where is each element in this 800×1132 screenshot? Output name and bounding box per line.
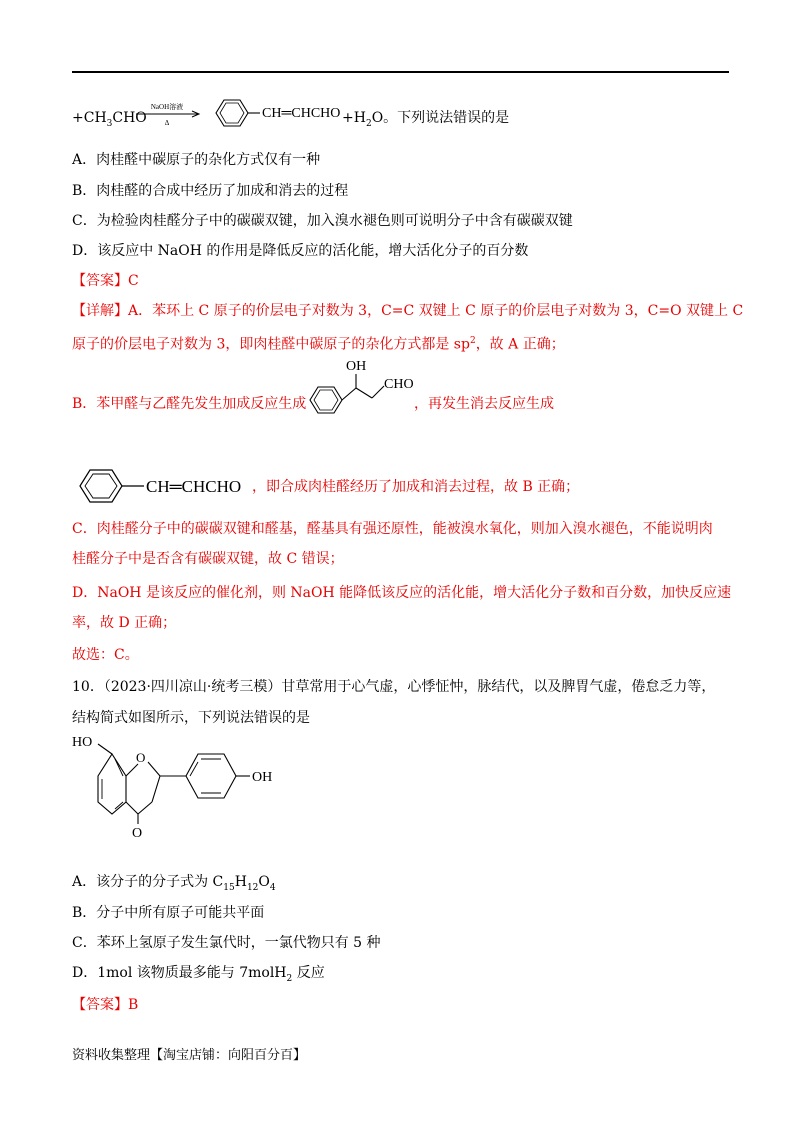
water-line	[342, 108, 509, 134]
benzene-inner	[220, 103, 244, 123]
bond	[138, 802, 152, 814]
flavanone-structure	[72, 732, 302, 842]
q9-option-d: D．该反应中 NaOH 的作用是降低反应的活化能，增大活化分子的百分数	[72, 243, 529, 259]
reagent-sub: 3	[106, 118, 113, 129]
opt-a-o: O	[258, 874, 270, 890]
oh-label: OH	[346, 359, 367, 374]
reaction-arrow	[134, 100, 204, 128]
water-text: +H	[342, 110, 366, 126]
benzene-ring	[216, 100, 248, 126]
arrow-top-label: NaOH溶液	[150, 103, 184, 111]
cinnamaldehyde-structure-2	[74, 466, 254, 506]
bond	[148, 762, 160, 776]
double-bond	[115, 759, 123, 776]
ring-o-label: O	[136, 750, 146, 765]
double-bond	[190, 762, 198, 776]
q9-detail-line9: 故选：C。	[72, 647, 139, 663]
q9-detail-line8: 率，故 D 正确；	[72, 615, 177, 631]
ho-label: HO	[72, 735, 93, 750]
cinnamaldehyde-structure	[204, 96, 344, 130]
keto-o-label: O	[132, 826, 143, 841]
header-rule	[72, 71, 729, 73]
benzene-ring	[310, 387, 342, 413]
bond	[152, 776, 160, 802]
water-sub: 2	[365, 118, 372, 129]
cho-label: CHO	[384, 377, 414, 392]
oh-label-right: OH	[252, 770, 273, 785]
q10-stem-line1: 10．（2023·四川凉山·统考三模）甘草常用于心气虚，心悸怔忡，脉结代，以及脾胃气虚，倦怠乏力等，	[72, 679, 716, 695]
sub: 2	[286, 973, 293, 984]
q9-detail-line2	[72, 331, 565, 355]
benzene-inner	[314, 390, 338, 410]
opt-d-post: 反应	[292, 965, 325, 981]
q10-option-c: C．苯环上氢原子发生氯代时，一氯代物只有 5 种	[72, 935, 381, 951]
bond	[342, 388, 356, 400]
intermediate-structure	[300, 356, 420, 426]
opt-a-h: H	[234, 874, 247, 890]
q9-detail-line3-post: ，再发生消去反应生成	[414, 396, 554, 412]
detail-line2-sup: 2	[469, 336, 476, 346]
q9-detail-line1: 【详解】A．苯环上 C 原子的价层电子对数为 3，C=C 双键上 C 原子的价层电子对数为 3，C=O 双键上 C	[72, 303, 744, 319]
group-text: CH═CHCHO	[146, 477, 242, 496]
q9-answer: 【答案】C	[72, 273, 139, 289]
sub: 12	[246, 882, 259, 893]
q9-detail-line7: D．NaOH 是该反应的催化剂，则 NaOH 能降低该反应的活化能，增大活化分子数和百分数，加快反应速	[72, 585, 732, 601]
q9-option-a: A．肉桂醛中碳原子的杂化方式仅有一种	[72, 152, 321, 168]
q10-option-d	[72, 963, 325, 989]
detail-line2-pre: 原子的价层电子对数为 3，即肉桂醛中碳原子的杂化方式都是 sp	[72, 336, 470, 353]
bond	[356, 388, 372, 398]
bond	[98, 744, 112, 754]
q9-detail-line4-post: ，即合成肉桂醛经历了加成和消去过程，故 B 正确；	[252, 479, 580, 495]
q9-option-c: C．为检验肉桂醛分子中的碳碳双键，加入溴水褪色则可说明分子中含有碳碳双键	[72, 213, 573, 229]
q10-stem-line2: 结构简式如图所示，下列说法错误的是	[72, 710, 310, 726]
bond	[126, 802, 138, 814]
q10-answer: 【答案】B	[72, 997, 139, 1013]
q9-detail-line5: C．肉桂醛分子中的碳碳双键和醛基，醛基具有强还原性，能被溴水氧化，则加入溴水褪色，不能说明肉	[72, 521, 713, 537]
arrow-bottom-label: Δ	[164, 119, 170, 127]
product-group-text: CH═CHCHO	[262, 106, 341, 121]
benzene-ring-b	[186, 754, 236, 798]
q9-detail-line3: B．苯甲醛与乙醛先发生加成反应生成	[72, 396, 307, 412]
sub: 15	[223, 882, 235, 893]
sub: 4	[269, 882, 276, 893]
detail-line2-post: ，故 A 正确；	[475, 336, 565, 353]
bond	[372, 386, 384, 398]
benzene-inner	[85, 474, 117, 498]
reagent-text: +CH	[72, 110, 107, 126]
question-stem: O。下列说法错误的是	[371, 110, 510, 126]
q10-option-a	[72, 872, 276, 898]
q10-option-b: B．分子中所有原子可能共平面	[72, 905, 265, 921]
q9-option-b: B．肉桂醛的合成中经历了加成和消去的过程	[72, 183, 349, 199]
q9-detail-line6: 桂醛分子中是否含有碳碳双键，故 C 错误；	[72, 551, 344, 567]
opt-d-text: D．1mol 该物质最多能与 7molH	[72, 965, 287, 981]
opt-a-text: A．该分子的分子式为 C	[72, 874, 224, 890]
benzene-ring	[80, 470, 122, 502]
footer: 资料收集整理【淘宝店铺：向阳百分百】	[72, 1048, 307, 1063]
bond	[126, 764, 138, 776]
reagent-rest: CHO	[112, 110, 147, 126]
